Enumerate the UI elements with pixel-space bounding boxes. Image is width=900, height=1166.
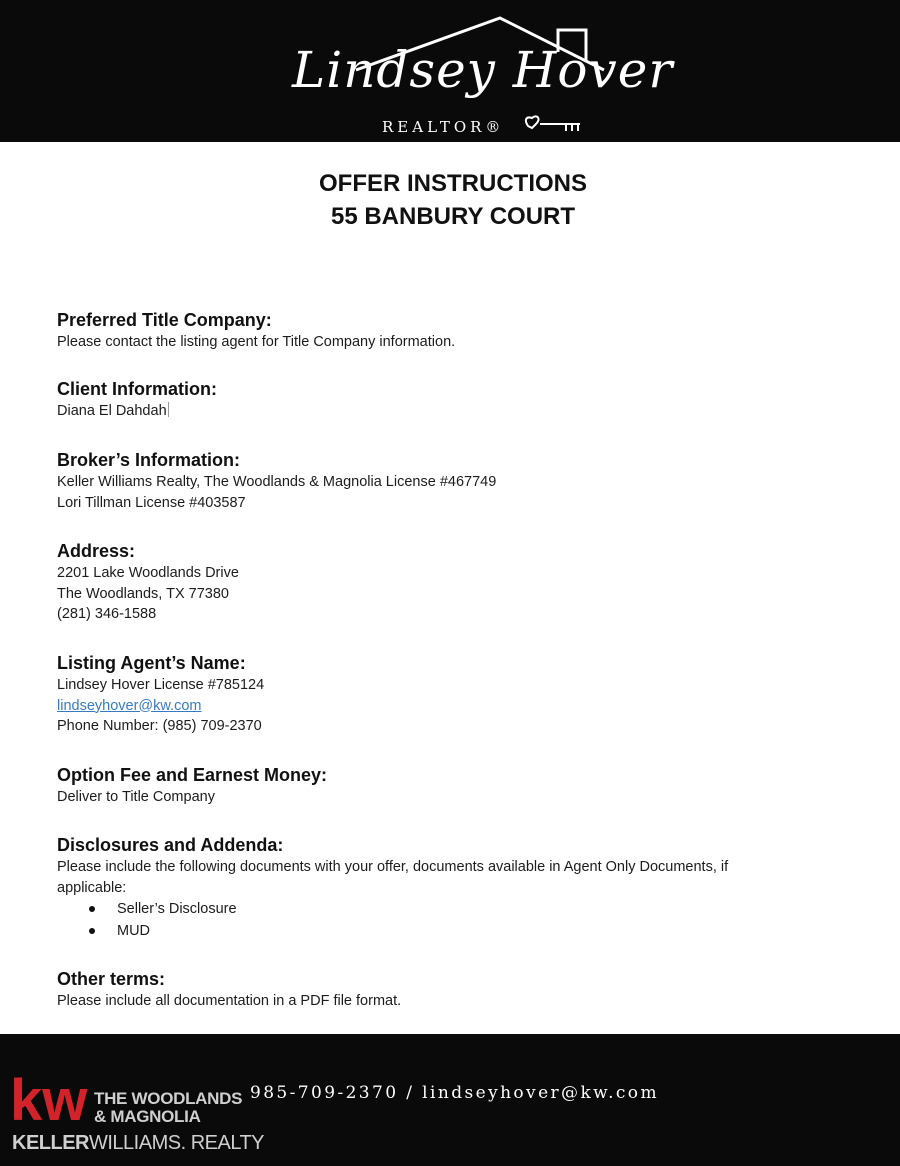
logo-name: Lindsey Hover (292, 41, 674, 99)
title-line-1: OFFER INSTRUCTIONS (319, 170, 587, 197)
section-option-fee (57, 764, 847, 808)
agent-phone: Phone Number: (985) 709-2370 (57, 718, 262, 734)
footer-contact: 985-709-2370 / lindseyhover@kw.com (250, 1083, 659, 1103)
section-disclosures (57, 834, 847, 942)
header-banner (0, 0, 900, 142)
agent-license: Lindsey Hover License #785124 (57, 677, 265, 693)
section-heading: Client Information: (57, 379, 217, 399)
list-item-text: MUD (117, 923, 151, 939)
kw-logo (10, 1074, 92, 1130)
list-item (57, 920, 847, 942)
text-cursor (168, 402, 169, 417)
section-heading: Address: (57, 541, 136, 561)
section-address (57, 540, 847, 625)
section-heading: Option Fee and Earnest Money: (57, 765, 328, 785)
section-text (57, 401, 847, 422)
section-text: Please include all documentation in a PDF file format. (57, 993, 402, 1009)
client-name: Diana El Dahdah (57, 403, 167, 419)
address-phone: (281) 346-1588 (57, 606, 157, 622)
section-heading: Listing Agent’s Name: (57, 653, 246, 673)
disclosure-list (57, 898, 847, 942)
agent-email-link[interactable]: lindseyhover@kw.com (57, 697, 202, 714)
section-heading: Preferred Title Company: (57, 310, 272, 330)
section-heading: Broker’s Information: (57, 450, 241, 470)
brand-bold: KELLER (12, 1132, 89, 1154)
office-line-1: THE WOODLANDS (94, 1089, 243, 1108)
section-other-terms (57, 968, 847, 1012)
brand-rest: WILLIAMS. REALTY (89, 1132, 265, 1154)
section-heading: Disclosures and Addenda: (57, 835, 284, 855)
section-text: Keller Williams Realty, The Woodlands & Magnolia License #467749 (57, 474, 497, 490)
keller-williams-brand (12, 1132, 264, 1154)
address-street: 2201 Lake Woodlands Drive (57, 565, 239, 581)
section-text: Please contact the listing agent for Title Company information. (57, 334, 456, 350)
list-item (57, 898, 847, 920)
bullet-icon (89, 928, 95, 934)
section-listing-agent (57, 652, 847, 737)
title-line-2: 55 BANBURY COURT (330, 203, 576, 230)
key-icon (0, 0, 900, 142)
list-item-text: Seller’s Disclosure (117, 901, 237, 917)
footer-banner (0, 1034, 900, 1166)
document-title (0, 167, 900, 233)
section-broker-information (57, 449, 847, 513)
bullet-icon (89, 906, 95, 912)
section-text: Please include the following documents with your offer, documents available in Agent Only Documents, if (57, 859, 729, 875)
office-line-2: & MAGNOLIA (94, 1107, 201, 1126)
section-title-company (57, 309, 847, 353)
address-city: The Woodlands, TX 77380 (57, 585, 229, 602)
section-client-information (57, 378, 847, 422)
section-heading: Other terms: (57, 969, 166, 989)
kw-letters: kw (10, 1074, 88, 1130)
section-text: Lori Tillman License #403587 (57, 494, 246, 511)
logo-subtitle: REALTOR® (382, 118, 505, 136)
office-name (94, 1090, 242, 1126)
section-text: applicable: (57, 879, 127, 896)
section-text: Deliver to Title Company (57, 789, 215, 805)
